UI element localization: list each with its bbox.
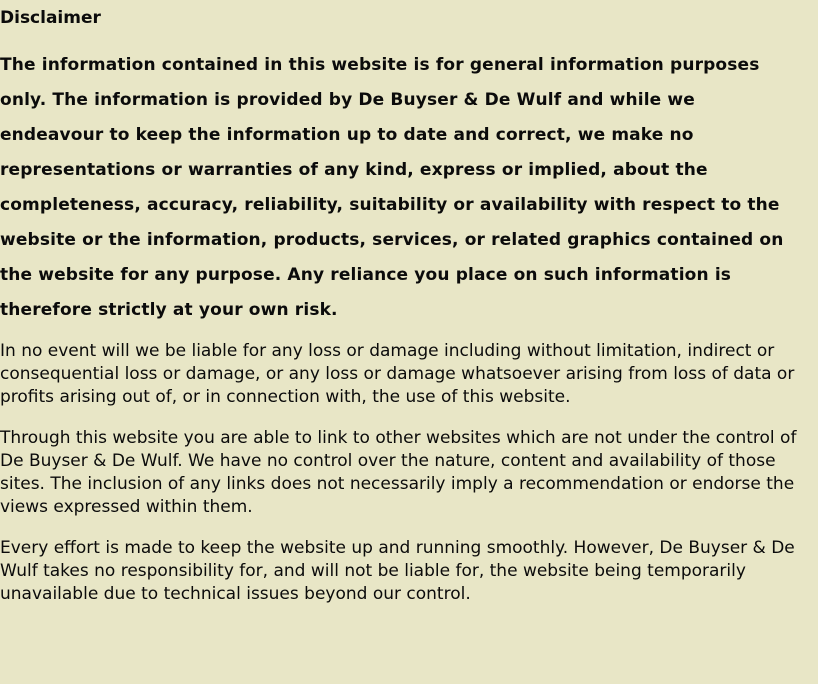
liability-paragraph: In no event will we be liable for any loss or damage including without limitation, indirect or consequential loss or damage, or any loss or damage whatsoever arising from loss of data or profits arising out of, or in connection with, the use of this website. (0, 341, 795, 407)
page-title: Disclaimer (0, 8, 101, 28)
external-links-paragraph: Through this website you are able to link to other websites which are not under the control of De Buyser & De Wulf. We have no control over the nature, content and availability of those sites. The inclusion of any links does not necessarily imply a recommendation or endorse the views expressed within them. (0, 428, 797, 517)
disclaimer-lead-paragraph: The information contained in this website is for general information purposes only. The information is provided by De Buyser & De Wulf and while we endeavour to keep the information up to date and correct, we make no representations or warranties of any kind, express or implied, about the completeness, accuracy, reliability, suitability or availability with respect to the website or the information, products, services, or related graphics contained on the website for any purpose. Any reliance you place on such information is therefore strictly at your own risk. (0, 55, 784, 320)
availability-paragraph: Every effort is made to keep the website up and running smoothly. However, De Buyser & De Wulf takes no responsibility for, and will not be liable for, the website being temporarily unavailable due to technical issues beyond our control. (0, 538, 795, 604)
